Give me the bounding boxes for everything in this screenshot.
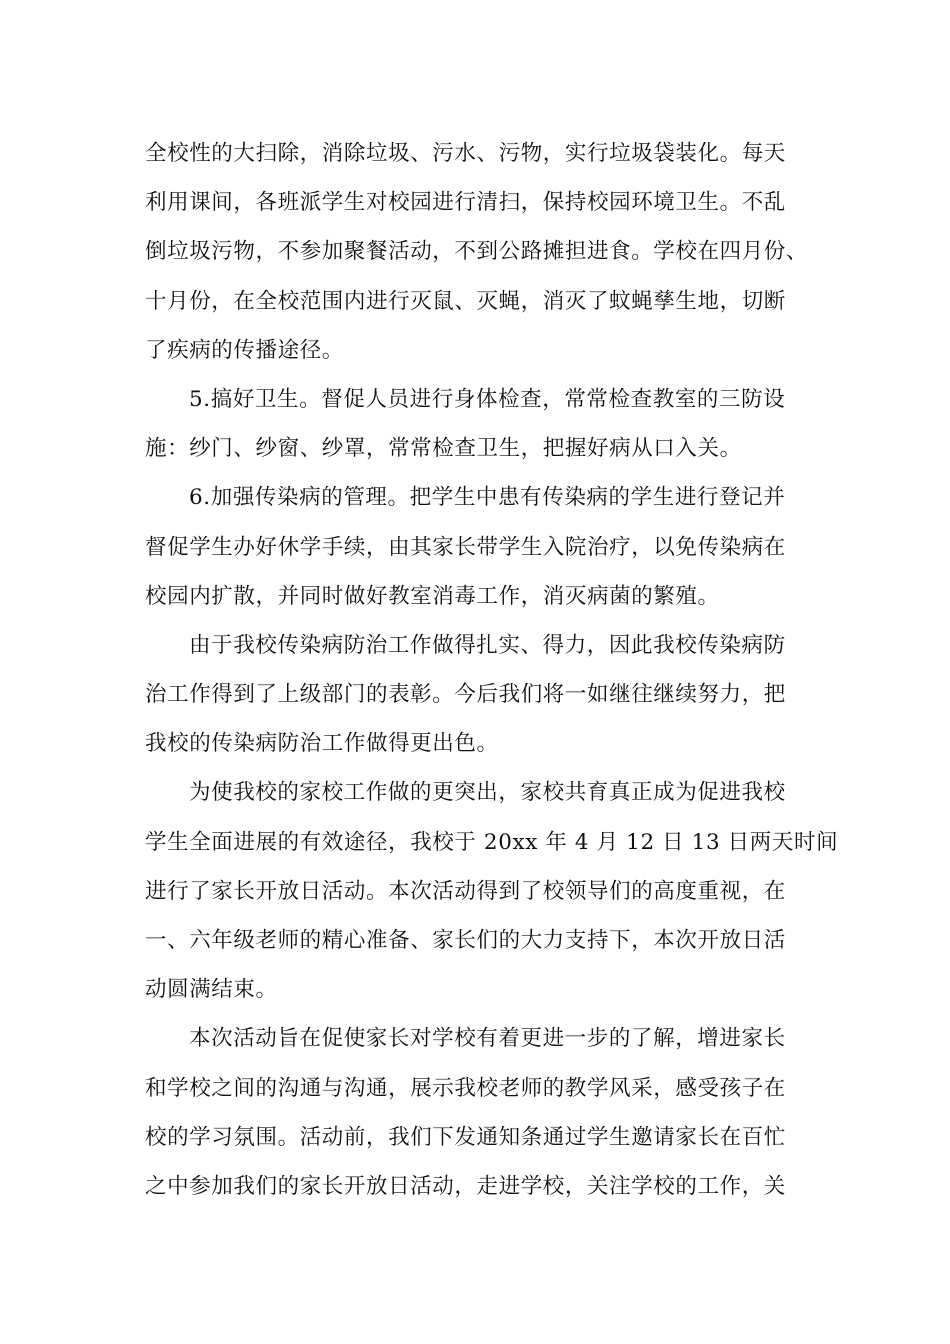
text-line: 为使我校的家校工作做的更突出，家校共育真正成为促进我校 xyxy=(189,780,786,806)
text-line: 之中参加我们的家长开放日活动，走进学校，关注学校的工作，关 xyxy=(145,1173,786,1199)
text-line: 倒垃圾污物，不参加聚餐活动，不到公路摊担进食。学校在四月份、 xyxy=(145,239,809,265)
text-line: 督促学生办好休学手续，由其家长带学生入院治疗，以免传染病在 xyxy=(145,534,786,560)
paragraph-open-day-purpose xyxy=(145,1014,830,1211)
text-line: 进行了家长开放日活动。本次活动得到了校领导们的高度重视，在 xyxy=(145,878,786,904)
text-line: 利用课间，各班派学生对校园进行清扫，保持校园环境卫生。不乱 xyxy=(145,190,786,216)
text-line: 十月份，在全校范围内进行灭鼠、灭蝇，消灭了蚊蝇孳生地，切断 xyxy=(145,288,786,314)
text-line: 了疾病的传播途径。 xyxy=(145,337,344,363)
text-line: 校园内扩散，并同时做好教室消毒工作，消灭病菌的繁殖。 xyxy=(145,583,720,609)
paragraph-sanitation-cleanup xyxy=(145,129,830,375)
document-body xyxy=(145,129,839,1211)
text-line: 学生全面进展的有效途径，我校于 20xx 年 4 月 12 日 13 日两天时间 xyxy=(145,829,839,855)
text-line: 我校的传染病防治工作做得更出色。 xyxy=(145,731,499,757)
paragraph-commendation xyxy=(145,621,830,769)
text-line: 施：纱门、纱窗、纱罩，常常检查卫生，把握好病从口入关。 xyxy=(145,436,742,462)
paragraph-item-5-hygiene xyxy=(145,375,830,473)
text-line: 5.搞好卫生。督促人员进行身体检查，常常检查教室的三防设 xyxy=(189,386,786,412)
text-line: 治工作得到了上级部门的表彰。今后我们将一如继往继续努力，把 xyxy=(145,682,786,708)
paragraph-open-day-intro xyxy=(145,768,839,1014)
text-line: 全校性的大扫除，消除垃圾、污水、污物，实行垃圾袋装化。每天 xyxy=(145,141,786,166)
text-line: 动圆满结束。 xyxy=(145,977,278,1003)
text-line: 6.加强传染病的管理。把学生中患有传染病的学生进行登记并 xyxy=(189,485,786,511)
text-line: 由于我校传染病防治工作做得扎实、得力，因此我校传染病防 xyxy=(189,632,786,658)
text-line: 校的学习氛围。活动前，我们下发通知条通过学生邀请家长在百忙 xyxy=(145,1124,786,1150)
text-line: 本次活动旨在促使家长对学校有着更进一步的了解，增进家长 xyxy=(189,1026,786,1052)
paragraph-item-6-disease-management xyxy=(145,473,830,621)
text-line: 和学校之间的沟通与沟通，展示我校老师的教学风采，感受孩子在 xyxy=(145,1075,786,1101)
text-line: 一、六年级老师的精心准备、家长们的大力支持下，本次开放日活 xyxy=(145,928,786,953)
